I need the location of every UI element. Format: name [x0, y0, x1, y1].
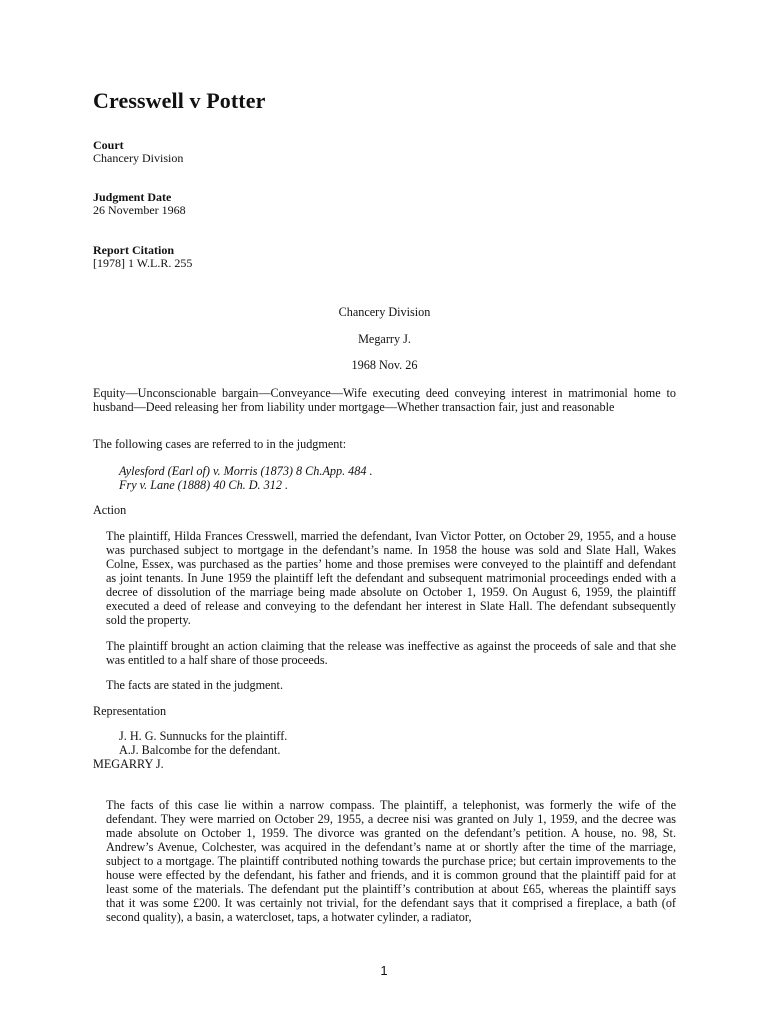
judgment-date-label: Judgment Date: [93, 190, 172, 204]
case-reference: Fry v. Lane (1888) 40 Ch. D. 312 .: [119, 478, 289, 492]
page-number: 1: [380, 963, 388, 978]
court-value: Chancery Division: [93, 151, 184, 165]
action-paragraph: The facts are stated in the judgment.: [106, 678, 283, 692]
cases-intro: The following cases are referred to in the judgment:: [93, 437, 347, 451]
action-paragraph: The plaintiff brought an action claiming that the release was ineffective as against the proceeds of sale and that she was entitled to a half share of those proceeds.: [106, 639, 676, 667]
judgment-paragraph: The facts of this case lie within a narrow compass. The plaintiff, a telephonist, was formerly the wife of the defendant. They were married on October 29, 1955, a decree nisi was granted on July 1, 1959, and the decree was made absolute on October 1, 1959. The divorce was granted on the defendant’s petition. A house, no. 98, St. Andrew’s Avenue, Colchester, was acquired in the defendant’s name at or shortly after the time of the marriage, subject to a mortgage. The plaintiff contributed nothing towards the purchase price; but certain improvements to the house were effected by the defendant, his father and friends, and it is common ground that the plaintiff paid for at least some of the materials. The defendant put the plaintiff’s contribution at about £65, whereas the plaintiff says that it was some £200. It was certainly not trivial, for the defendant says that it comprised a fireplace, a bath (of second quality), a basin, a watercloset, taps, a hotwater cylinder, a radiator,: [106, 798, 676, 924]
representation-heading: Representation: [93, 704, 167, 718]
court-block: [93, 139, 183, 165]
judgment-date-value: 26 November 1968: [93, 203, 186, 217]
counsel-line: A.J. Balcombe for the defendant.: [119, 743, 281, 757]
document-page: [93, 0, 676, 1024]
court-label: Court: [93, 138, 124, 152]
report-citation-value: [1978] 1 W.L.R. 255: [93, 256, 193, 270]
counsel-line: J. H. G. Sunnucks for the plaintiff.: [119, 729, 288, 743]
judgment-date-block: [93, 191, 186, 217]
case-reference: Aylesford (Earl of) v. Morris (1873) 8 Ch.App. 484 .: [119, 464, 373, 478]
report-citation-label: Report Citation: [93, 243, 174, 257]
center-division: Chancery Division: [338, 305, 431, 319]
center-judge: Megarry J.: [358, 332, 411, 346]
report-citation-block: [93, 244, 192, 270]
judge-heading: MEGARRY J.: [93, 757, 164, 771]
catchwords: Equity—Unconscionable bargain—Conveyance—Wife executing deed conveying interest in matrimonial home to husband—Deed releasing her from liability under mortgage—Whether transaction fair, just and reasonable: [93, 386, 676, 414]
case-title: Cresswell v Potter: [93, 88, 266, 113]
center-date: 1968 Nov. 26: [351, 358, 418, 372]
action-paragraph: The plaintiff, Hilda Frances Cresswell, married the defendant, Ivan Victor Potter, on October 29, 1955, and a house was purchased subject to mortgage in the defendant’s name. In 1958 the house was sold and Slate Hall, Wakes Colne, Essex, was purchased as the parties’ home and those premises were conveyed to the plaintiff and defendant as joint tenants. In June 1959 the plaintiff left the defendant and subsequent matrimonial proceedings ended with a decree of dissolution of the marriage being made absolute on October 1, 1959. On August 6, 1959, the plaintiff executed a deed of release and conveying to the defendant her interest in Slate Hall. The defendant subsequently sold the property.: [106, 529, 676, 627]
action-heading: Action: [93, 503, 127, 517]
